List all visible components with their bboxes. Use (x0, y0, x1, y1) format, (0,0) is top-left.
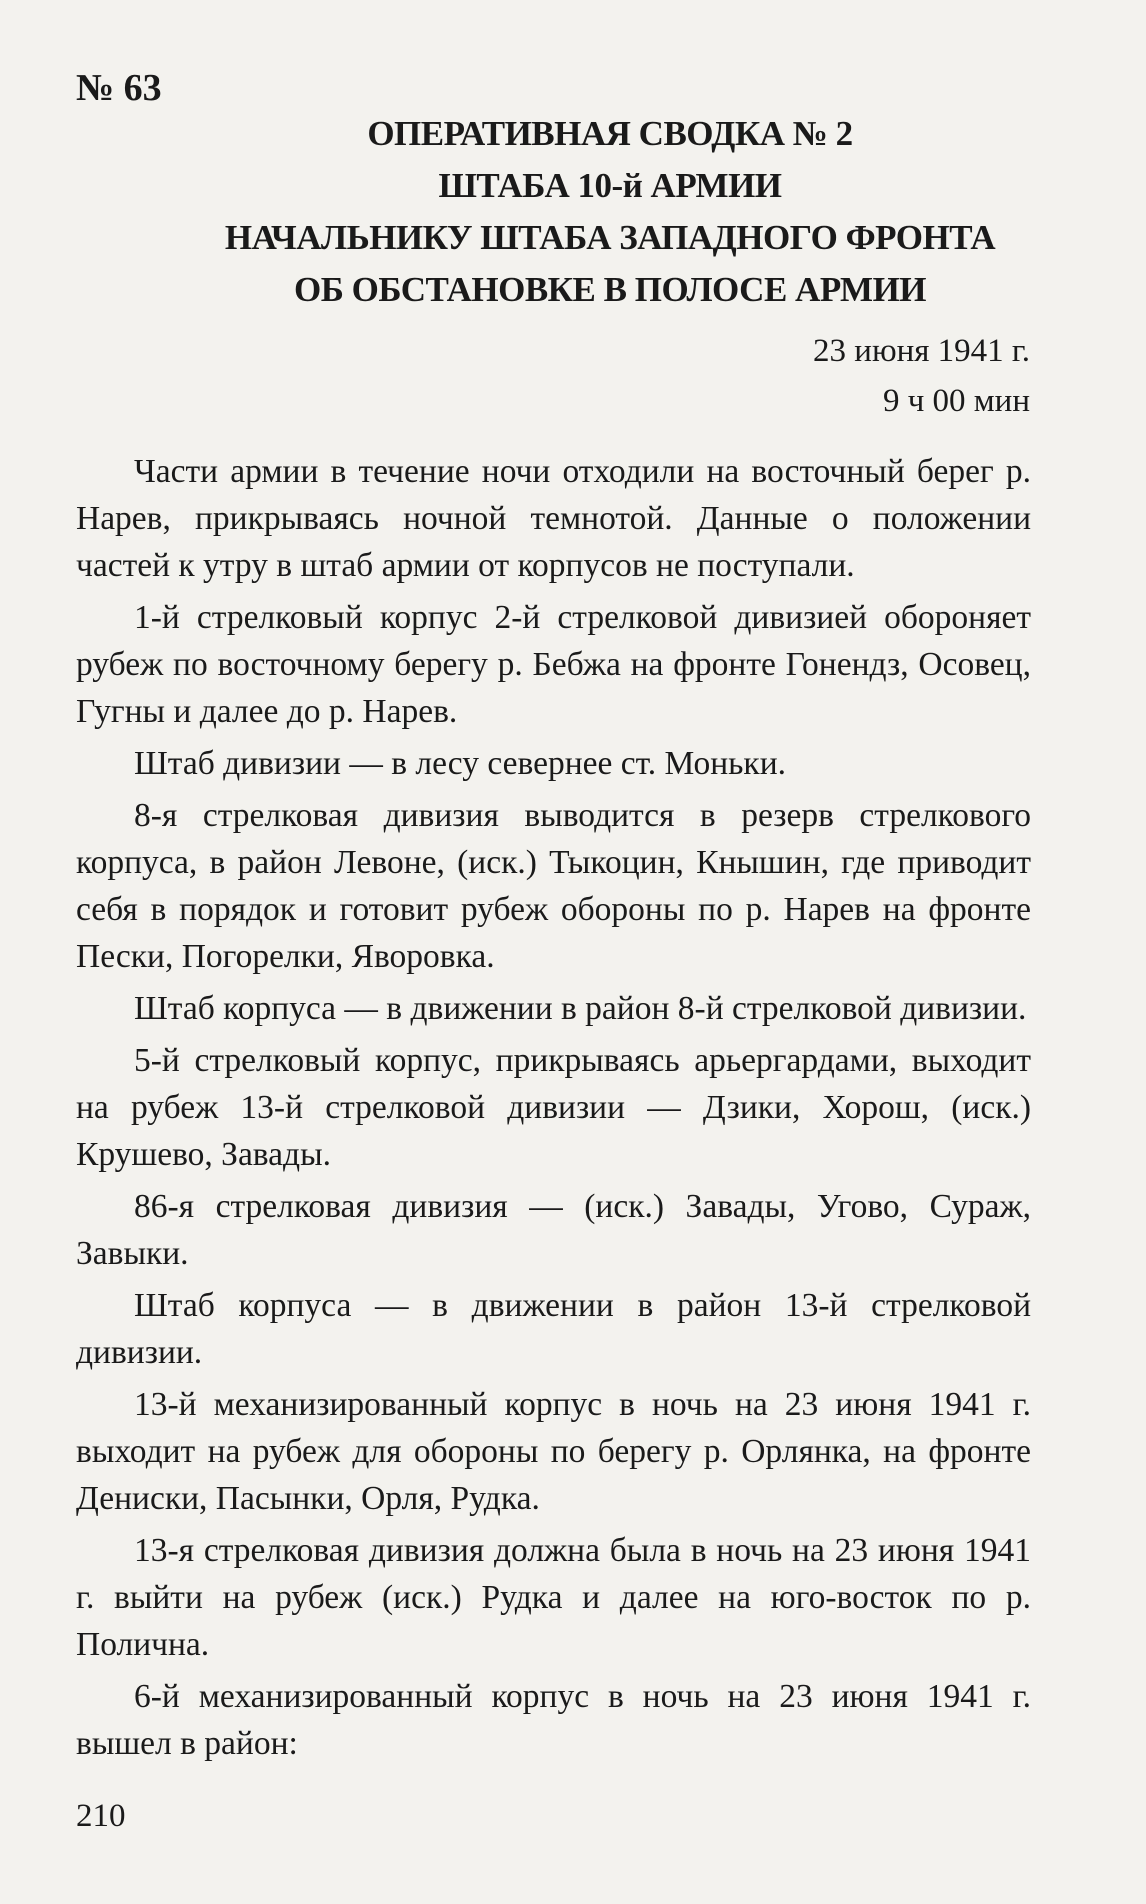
paragraph: Штаб дивизии — в лесу севернее ст. Моньки. (134, 745, 787, 782)
paragraph: 5-й стрелковый корпус, прикрываясь арьергардами, выходит на рубеж 13-й стрелковой дивизии — Дзики, Хорош, (иск.) Крушево, Завады. (76, 1042, 1031, 1173)
paragraph: Штаб корпуса — в движении в район 8-й стрелковой дивизии. (134, 990, 1027, 1027)
paragraph: Части армии в течение ночи отходили на восточный берег р. Нарев, прикрываясь ночной темнотой. Данные о положении частей к утру в штаб армии от корпусов не поступали. (76, 453, 1031, 584)
paragraph: 13-я стрелковая дивизия должна была в ночь на 23 июня 1941 г. выйти на рубеж (иск.) Рудка и далее на юго-восток по р. Полична. (76, 1532, 1031, 1663)
paragraph: 86-я стрелковая дивизия — (иск.) Завады, Угово, Сураж, Завыки. (76, 1188, 1031, 1272)
paragraph: Штаб корпуса — в движении в район 13-й стрелковой дивизии. (76, 1287, 1031, 1371)
page-number: 210 (76, 1798, 126, 1834)
body-text (76, 448, 1031, 1772)
document-title (180, 108, 1040, 316)
document-time: 9 ч 00 мин (882, 383, 1030, 419)
paragraph: 6-й механизированный корпус в ночь на 23 июня 1941 г. вышел в район: (76, 1678, 1031, 1762)
title-line: ОПЕРАТИВНАЯ СВОДКА № 2 (367, 114, 853, 153)
document-date: 23 июня 1941 г. (813, 333, 1030, 369)
document-number: № 63 (76, 67, 162, 109)
paragraph: 13-й механизированный корпус в ночь на 23 июня 1941 г. выходит на рубеж для обороны по берегу р. Орлянка, на фронте Дениски, Пасынки, Орля, Рудка. (76, 1386, 1031, 1517)
paragraph: 1-й стрелковый корпус 2-й стрелковой дивизией обороняет рубеж по восточному берегу р. Бебжа на фронте Гонендз, Осовец, Гугны и далее до р. Нарев. (76, 599, 1031, 730)
dateline (813, 326, 1030, 426)
title-line: ШТАБА 10-й АРМИИ (438, 166, 782, 205)
paragraph: 8-я стрелковая дивизия выводится в резерв стрелкового корпуса, в район Левоне, (иск.) Тыкоцин, Кнышин, где приводит себя в порядок и готовит рубеж обороны по р. Нарев на фронте Пески, Погорелки, Яворовка. (76, 797, 1031, 975)
title-line: НАЧАЛЬНИКУ ШТАБА ЗАПАДНОГО ФРОНТА (224, 218, 996, 257)
title-line: ОБ ОБСТАНОВКЕ В ПОЛОСЕ АРМИИ (293, 270, 927, 309)
